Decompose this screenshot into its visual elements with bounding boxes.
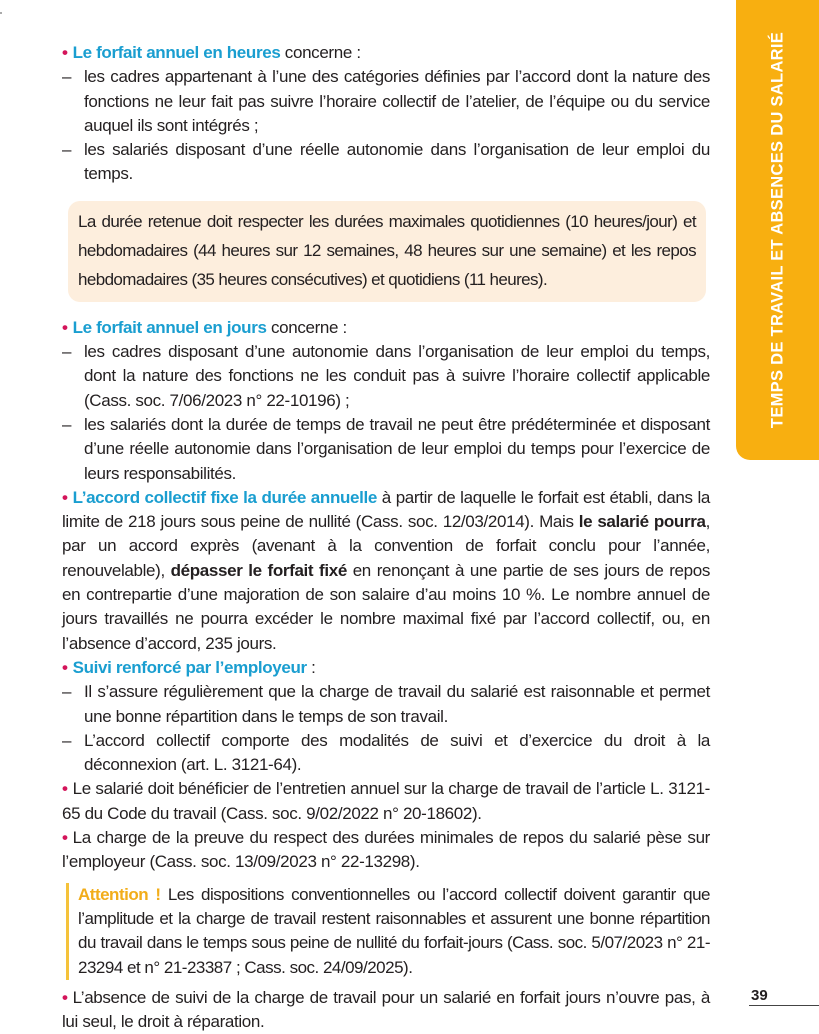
attention-callout: Attention ! Les dispositions conventionnelles ou l’accord collectif doivent garantir que l’amplitude et la charge de travail restent raisonnables et assurent une bonne répartition du travail dans le temps sous peine de nullité du forfait-jours (Cass. soc. 5/07/2023 n° 21-23294 et n° 21-23387 ; Cass. soc. 24/09/2025).	[66, 883, 710, 980]
dash-icon: –	[62, 140, 72, 160]
paragraph-absence-suivi: • L’absence de suivi de la charge de travail pour un salarié en forfait jours n’ouvre pas, à lui seul, le droit à réparation.	[62, 987, 710, 1032]
section-heading: L’accord collectif fixe la durée annuelle	[72, 487, 377, 507]
list-item: – les salariés disposant d’une réelle autonomie dans l’organisation de leur emploi du temps.	[62, 140, 710, 184]
dash-icon: –	[62, 414, 72, 434]
paragraph-charge-preuve: • La charge de la preuve du respect des durées minimales de repos du salarié pèse sur l’employeur (Cass. soc. 13/09/2023 n° 22-13298).	[62, 828, 710, 872]
bullet-icon: •	[62, 779, 68, 799]
section-heading: Le forfait annuel en jours	[72, 317, 267, 337]
dash-icon: –	[62, 730, 72, 750]
section-forfait-jours: • Le forfait annuel en jours concerne :	[62, 317, 347, 337]
bullet-icon: •	[62, 987, 68, 1007]
bullet-icon: •	[62, 317, 68, 337]
list-item: – Il s’assure régulièrement que la charge de travail du salarié est raisonnable et permet une bonne répartition dans le temps de son travail.	[62, 682, 710, 726]
scan-mark	[0, 12, 2, 14]
section-heading: Le forfait annuel en heures	[72, 43, 281, 62]
bullet-icon: •	[62, 43, 68, 62]
bullet-icon: •	[62, 828, 68, 848]
section-suivi-renforce: • Suivi renforcé par l’employeur :	[62, 657, 316, 677]
section-heading: Suivi renforcé par l’employeur	[72, 657, 307, 677]
chapter-title: TEMPS DE TRAVAIL ET ABSENCES DU SALARIÉ	[768, 31, 786, 429]
info-box-text: La durée retenue doit respecter les durées maximales quotidiennes (10 heures/jour) et hebdomadaires (44 heures sur 12 semaines, 48 heures sur une semaine) et les repos hebdomadaires (35 heures consécutives) et quotidiens (11 heures).	[78, 211, 696, 289]
list-item: – les salariés dont la durée de temps de travail ne peut être prédéterminée et disposant d’une réelle autonomie dans l’organisation de leur emploi du temps pour l’exercice de leurs responsabilités.	[62, 414, 710, 483]
section-forfait-heures: • Le forfait annuel en heures concerne :	[62, 43, 361, 62]
dash-icon: –	[62, 682, 72, 702]
list-item: – les cadres disposant d’une autonomie dans l’organisation de leur emploi du temps, dont la nature des fonctions ne les conduit pas à suivre l’horaire collectif applicable (Cass. soc. 7/06/2023 n° 22-10196) ;	[62, 342, 710, 410]
dash-icon: –	[62, 67, 72, 87]
info-box	[68, 201, 706, 302]
attention-label: Attention !	[78, 884, 161, 904]
dash-icon: –	[62, 342, 72, 362]
emphasis: dépasser le forfait fixé	[170, 560, 347, 580]
page-number: 39	[749, 987, 819, 1006]
section-accord-collectif: • L’accord collectif fixe la durée annuelle à partir de laquelle le forfait est établi, dans la limite de 218 jours sous peine de nullité (Cass. soc. 12/03/2014). Mais le salarié pourra, par un accord exprès (avenant à la convention de forfait conclu pour l’année, renouvelable), dépasser le forfait fixé en renonçant à une partie de ses jours de repos en contrepartie d’une majoration de son salaire d’au moins 10 %. Le nombre annuel de jours travaillés ne pourra excéder le nombre maximal fixé par l’accord collectif, ou, en l’absence d’accord, 235 jours.	[62, 487, 710, 653]
emphasis: le salarié pourra	[578, 512, 706, 532]
main-text-column	[62, 41, 710, 1034]
list-item: – les cadres appartenant à l’une des catégories définies par l’accord dont la nature des fonctions ne leur fait pas suivre l’horaire collectif de l’atelier, de l’équipe ou du service auquel ils sont intégrés ;	[62, 67, 710, 135]
paragraph-entretien-annuel: • Le salarié doit bénéficier de l’entretien annuel sur la charge de travail de l’article L. 3121-65 du Code du travail (Cass. soc. 9/02/2022 n° 20-18602).	[62, 779, 710, 823]
bullet-icon: •	[62, 487, 68, 507]
bullet-icon: •	[62, 657, 68, 677]
list-item: – L’accord collectif comporte des modalités de suivi et d’exercice du droit à la déconnexion (art. L. 3121-64).	[62, 730, 710, 775]
chapter-tab	[736, 0, 819, 460]
